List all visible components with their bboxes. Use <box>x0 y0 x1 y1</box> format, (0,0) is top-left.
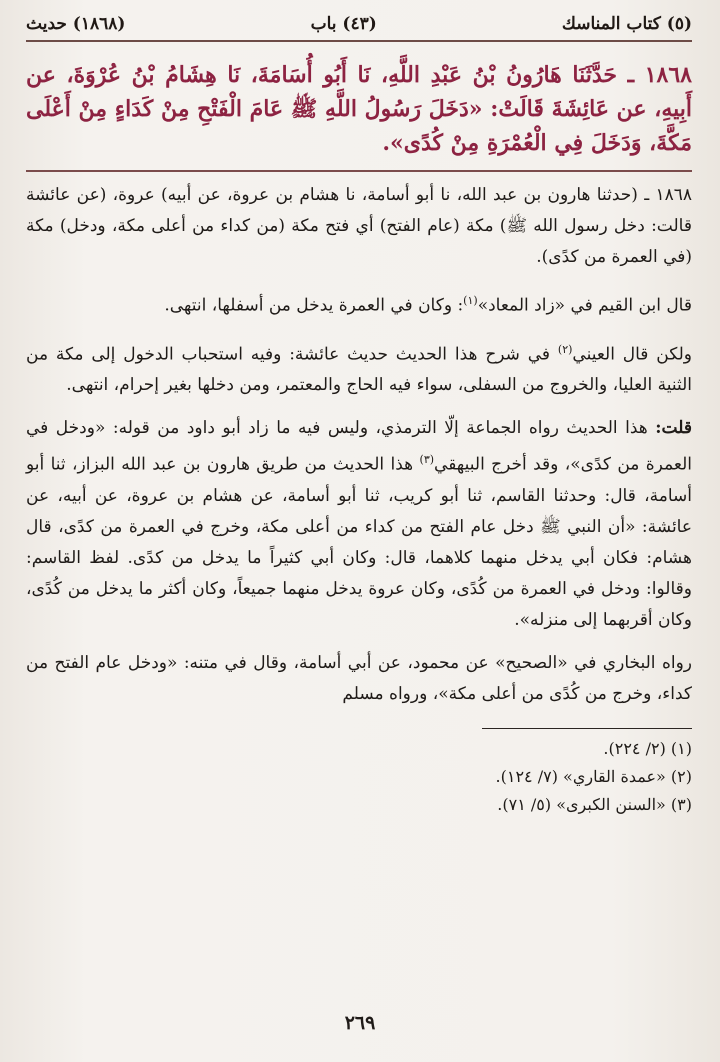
header-bab: (٤٣) باب <box>310 14 377 34</box>
footnote-3: (٣) «السنن الكبرى» (٥/ ٧١). <box>497 794 692 814</box>
commentary <box>26 180 692 710</box>
page-number: ٢٦٩ <box>344 1012 376 1034</box>
qultu-label: قلت: <box>655 418 692 439</box>
p3-text-b: في شرح هذا الحديث حديث عائشة: وفيه استحباب الدخول إلى مكة من الثنية العليا، والخروج من السفلى، سواء فيه الحاج والمعتمر، ومن دخلها بغير إحرام، انتهى. <box>26 344 692 396</box>
footnote-ref-1: (١) <box>463 294 478 307</box>
hadith-matn <box>26 58 692 160</box>
commentary-paragraph-4 <box>26 413 692 636</box>
matn-text: حَدَّثَنَا هَارُونُ بْنُ عَبْدِ اللَّهِ، نَا أَبُو أُسَامَةَ، نَا هِشَامُ بْنُ عُرْوَةَ، عن أَبِيهِ، عن عَائِشَةَ قَالَتْ: «دَخَلَ رَسُولُ اللَّهِ ﷺ عَامَ الْفَتْحِ مِنْ كَدَاءٍ مِنْ أَعْلَى مَكَّةَ، وَدَخَلَ فِي الْعُمْرَةِ مِنْ كُدًى». <box>26 62 692 156</box>
footnote-2: (٢) «عمدة القاري» (٧/ ١٢٤). <box>495 766 692 786</box>
commentary-paragraph-5: رواه البخاري في «الصحيح» عن محمود، عن أبي أسامة، وقال في متنه: «ودخل عام الفتح من كداء، وخرج من كُدًى من أعلى مكة»، ورواه مسلم <box>26 652 692 704</box>
p4-text-a: هذا الحديث رواه الجماعة إلّا الترمذي، وليس فيه ما زاد أبو داود من قوله: «ودخل في العمرة من كدًى»، وقد أخرج البيهقي <box>26 418 692 475</box>
p2-text-b: : وكان في العمرة يدخل من أسفلها، انتهى. <box>164 295 464 316</box>
header-chapter: (٥) كتاب المناسك <box>561 14 692 34</box>
commentary-paragraph-1: ١٨٦٨ ـ (حدثنا هارون بن عبد الله، نا أبو أسامة، نا هشام بن عروة، عن أبيه) عروة، (عن عائشة قالت: دخل رسول الله ﷺ) مكة (عام الفتح) أي فتح مكة (من كداء من أعلى مكة، ودخل) مكة (في العمرة من كدًى). <box>26 185 692 267</box>
p4-text-b: هذا الحديث من طريق هارون بن عبد الله البزاز، ثنا أبو أسامة، قال: وحدثنا القاسم، ثنا أبو كريب، ثنا أبو أسامة، عن هشام بن عروة، عن أبيه، عن عائشة: «أن النبي ﷺ دخل عام الفتح من كداء من أعلى مكة، وخرج في العمرة من كدًى، قال هشام: فكان أبي يدخل منهما كلاهما، قال: وكان أبي كثيراً ما يدخل من كدًى. لفظ القاسم: وقالوا: ودخل في العمرة من كُدًى، وكان عروة يدخل منهما جميعاً، وكان أكثر ما يدخل من كُدًى، وكان أقربهما إلى منزله». <box>26 454 692 630</box>
footnote-ref-3: (٣) <box>419 453 435 467</box>
header-hadith-number: (١٨٦٨) حديث <box>26 14 126 34</box>
footnote-rule <box>482 728 692 729</box>
matn-number: ١٨٦٨ ـ <box>627 62 692 88</box>
matn-rule <box>26 170 692 172</box>
commentary-paragraph-2 <box>26 285 692 322</box>
footnote-ref-2: (٢) <box>557 342 573 356</box>
footnote-1: (١) (٢/ ٢٢٤). <box>603 738 692 758</box>
p3-text-a: ولكن قال العيني <box>572 344 692 365</box>
header-rule <box>26 40 692 42</box>
commentary-paragraph-3 <box>26 334 692 402</box>
running-header <box>26 10 692 38</box>
p2-text-a: قال ابن القيم في «زاد المعاد» <box>477 295 692 316</box>
footnotes <box>26 728 692 819</box>
